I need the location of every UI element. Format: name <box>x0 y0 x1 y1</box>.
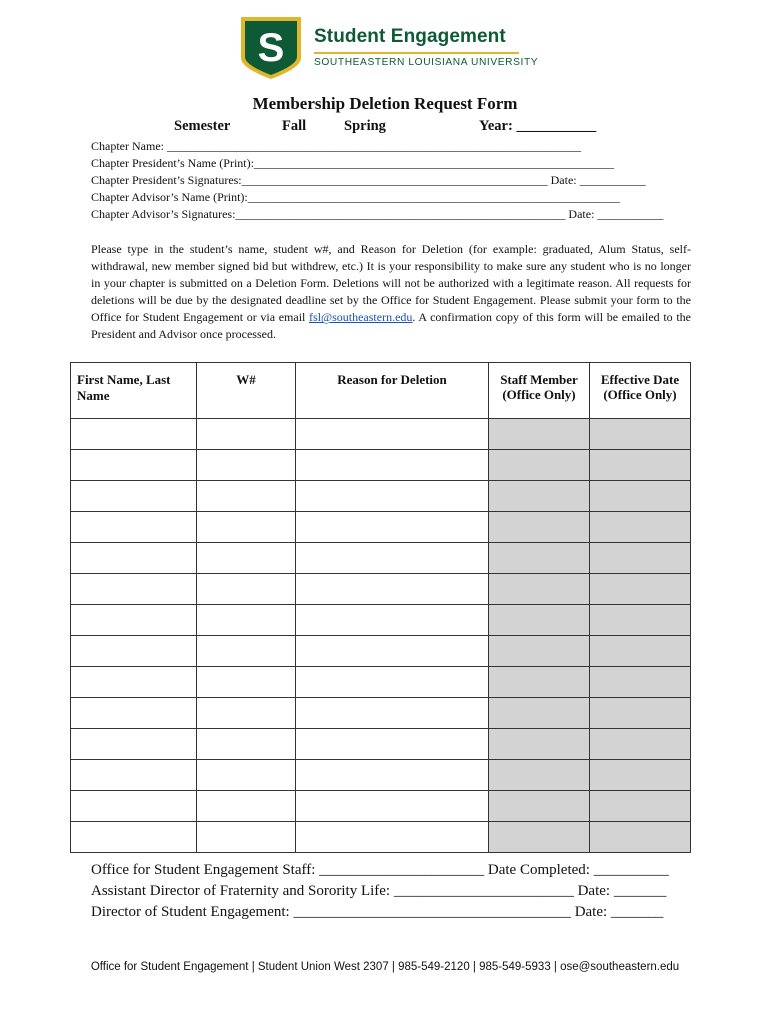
cell-effective-date[interactable] <box>590 822 691 853</box>
president-signature-field[interactable]: Chapter President’s Signatures:___________________________________________________ Date: ___________ <box>91 173 646 187</box>
cell-wnumber[interactable] <box>197 419 296 450</box>
col-header-staff-member: Staff Member (Office Only) <box>489 363 590 419</box>
cell-name[interactable] <box>71 698 197 729</box>
cell-reason[interactable] <box>296 729 489 760</box>
cell-staff-member[interactable] <box>489 512 590 543</box>
cell-reason[interactable] <box>296 543 489 574</box>
cell-reason[interactable] <box>296 760 489 791</box>
advisor-name-field[interactable]: Chapter Advisor’s Name (Print):______________________________________________________________ <box>91 190 620 204</box>
assistant-director-line[interactable]: Assistant Director of Fraternity and Sorority Life: ________________________ Date: _______ <box>91 883 667 899</box>
table-row <box>71 667 691 698</box>
cell-name[interactable] <box>71 636 197 667</box>
cell-name[interactable] <box>71 512 197 543</box>
cell-name[interactable] <box>71 822 197 853</box>
cell-reason[interactable] <box>296 574 489 605</box>
cell-wnumber[interactable] <box>197 822 296 853</box>
cell-wnumber[interactable] <box>197 481 296 512</box>
cell-reason[interactable] <box>296 512 489 543</box>
cell-effective-date[interactable] <box>590 791 691 822</box>
cell-name[interactable] <box>71 729 197 760</box>
cell-reason[interactable] <box>296 419 489 450</box>
cell-effective-date[interactable] <box>590 605 691 636</box>
chapter-name-field[interactable]: Chapter Name: _____________________________________________________________________ <box>91 139 581 153</box>
footer-contact: Office for Student Engagement | Student Union West 2307 | 985-549-2120 | 985-549-5933 | ose@southeastern.edu <box>90 961 680 973</box>
cell-name[interactable] <box>71 791 197 822</box>
cell-reason[interactable] <box>296 450 489 481</box>
table-row <box>71 822 691 853</box>
cell-effective-date[interactable] <box>590 574 691 605</box>
table-row <box>71 481 691 512</box>
cell-staff-member[interactable] <box>489 450 590 481</box>
cell-effective-date[interactable] <box>590 698 691 729</box>
cell-reason[interactable] <box>296 822 489 853</box>
cell-wnumber[interactable] <box>197 512 296 543</box>
table-row <box>71 419 691 450</box>
cell-wnumber[interactable] <box>197 450 296 481</box>
table-row <box>71 512 691 543</box>
ose-staff-line[interactable]: Office for Student Engagement Staff: ______________________ Date Completed: __________ <box>91 862 669 878</box>
cell-name[interactable] <box>71 450 197 481</box>
table-row <box>71 791 691 822</box>
table-row <box>71 574 691 605</box>
cell-staff-member[interactable] <box>489 698 590 729</box>
semester-label: Semester <box>174 118 231 134</box>
president-name-field[interactable]: Chapter President’s Name (Print):____________________________________________________________ <box>91 156 614 170</box>
cell-wnumber[interactable] <box>197 543 296 574</box>
table-row <box>71 450 691 481</box>
cell-name[interactable] <box>71 543 197 574</box>
cell-name[interactable] <box>71 574 197 605</box>
instructions-text: Please type in the student’s name, student w#, and Reason for Deletion (for example: graduated, Alum Status, self-withdrawal, new member signed bid but withdrew, etc.) It is your responsibility to make sure any student who is no longer in your chapter is submitted on a Deletion Form. Deletions will not be authorized with a legitimate reason. All requests for deletions will be due by the designated deadline set by the Office for Student Engagement. Please submit your form to the Office for Student Engagement or via email <box>91 242 691 325</box>
cell-reason[interactable] <box>296 667 489 698</box>
cell-wnumber[interactable] <box>197 760 296 791</box>
cell-effective-date[interactable] <box>590 636 691 667</box>
brand-divider <box>314 52 519 54</box>
university-shield-logo <box>240 16 302 80</box>
cell-staff-member[interactable] <box>489 543 590 574</box>
cell-wnumber[interactable] <box>197 636 296 667</box>
cell-wnumber[interactable] <box>197 791 296 822</box>
brand-subtitle: SOUTHEASTERN LOUISIANA UNIVERSITY <box>314 57 539 68</box>
col-header-reason: Reason for Deletion <box>296 363 489 419</box>
cell-effective-date[interactable] <box>590 481 691 512</box>
table-row <box>71 698 691 729</box>
cell-reason[interactable] <box>296 481 489 512</box>
table-row <box>71 729 691 760</box>
cell-reason[interactable] <box>296 636 489 667</box>
cell-staff-member[interactable] <box>489 636 590 667</box>
table-header-row <box>71 363 691 419</box>
table-row <box>71 605 691 636</box>
table-body <box>71 419 691 853</box>
table-row <box>71 636 691 667</box>
table-row <box>71 543 691 574</box>
director-line[interactable]: Director of Student Engagement: _____________________________________ Date: _______ <box>91 904 664 920</box>
cell-staff-member[interactable] <box>489 667 590 698</box>
cell-effective-date[interactable] <box>590 667 691 698</box>
cell-name[interactable] <box>71 481 197 512</box>
cell-staff-member[interactable] <box>489 481 590 512</box>
cell-staff-member[interactable] <box>489 791 590 822</box>
email-link[interactable]: fsl@southeastern.edu <box>309 310 413 325</box>
cell-effective-date[interactable] <box>590 512 691 543</box>
fall-option[interactable]: Fall <box>282 118 307 134</box>
cell-effective-date[interactable] <box>590 543 691 574</box>
cell-staff-member[interactable] <box>489 760 590 791</box>
cell-effective-date[interactable] <box>590 419 691 450</box>
cell-staff-member[interactable] <box>489 605 590 636</box>
cell-staff-member[interactable] <box>489 419 590 450</box>
cell-name[interactable] <box>71 419 197 450</box>
form-title: Membership Deletion Request Form <box>252 94 518 113</box>
cell-wnumber[interactable] <box>197 574 296 605</box>
cell-wnumber[interactable] <box>197 729 296 760</box>
cell-reason[interactable] <box>296 698 489 729</box>
brand-title: Student Engagement <box>314 26 506 47</box>
deletion-table <box>70 362 691 853</box>
instructions-paragraph <box>91 241 691 344</box>
cell-wnumber[interactable] <box>197 605 296 636</box>
cell-name[interactable] <box>71 605 197 636</box>
cell-effective-date[interactable] <box>590 450 691 481</box>
instructions-text-end: . A confirmation copy of this form will be emailed to the President and Advisor once processed. <box>91 310 692 342</box>
col-header-name: First Name, Last Name <box>71 363 197 419</box>
cell-staff-member[interactable] <box>489 574 590 605</box>
cell-wnumber[interactable] <box>197 667 296 698</box>
col-header-effective-date: Effective Date (Office Only) <box>590 363 691 419</box>
spring-option[interactable]: Spring <box>344 118 386 134</box>
cell-effective-date[interactable] <box>590 760 691 791</box>
cell-effective-date[interactable] <box>590 729 691 760</box>
cell-reason[interactable] <box>296 605 489 636</box>
year-field[interactable]: Year: ___________ <box>479 118 597 134</box>
advisor-signature-field[interactable]: Chapter Advisor’s Signatures:_______________________________________________________ Date: ___________ <box>91 207 664 221</box>
col-header-wnumber: W# <box>197 363 296 419</box>
cell-name[interactable] <box>71 760 197 791</box>
cell-staff-member[interactable] <box>489 729 590 760</box>
logo-letter: S <box>257 26 285 70</box>
cell-staff-member[interactable] <box>489 822 590 853</box>
cell-name[interactable] <box>71 667 197 698</box>
cell-wnumber[interactable] <box>197 698 296 729</box>
table-row <box>71 760 691 791</box>
cell-reason[interactable] <box>296 791 489 822</box>
